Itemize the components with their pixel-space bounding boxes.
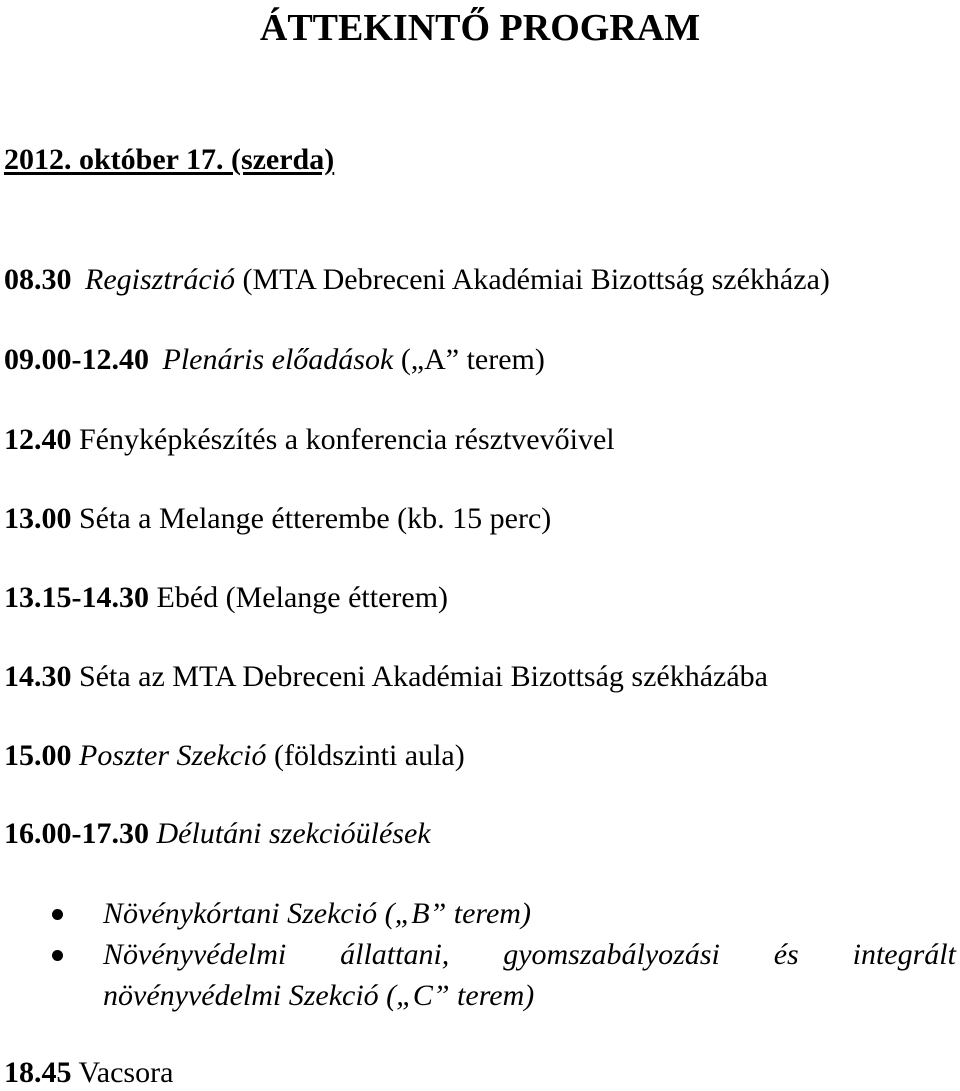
schedule-detail: Séta az MTA Debreceni Akadémiai Bizottság székházába: [71, 660, 768, 693]
program-date: 2012. október 17. (szerda): [4, 143, 335, 176]
schedule-item-walk-headquarters: [4, 659, 768, 695]
schedule-event: Délutáni szekcióülések: [149, 817, 431, 850]
schedule-item-poster: [4, 738, 465, 774]
schedule-time: 14.30: [4, 660, 72, 693]
schedule-detail: Vacsora: [71, 1056, 174, 1089]
list-word: Növényvédelmi: [103, 938, 287, 971]
schedule-item-photo: [4, 422, 615, 458]
document-title: ÁTTEKINTŐ PROGRAM: [259, 7, 701, 49]
schedule-item-plenary: [4, 342, 545, 378]
schedule-detail: („A” terem): [393, 343, 545, 376]
schedule-time: 13.00: [4, 502, 72, 535]
schedule-time: 16.00-17.30: [4, 817, 149, 850]
list-word: gyomszabályozási: [503, 938, 720, 971]
schedule-time: 12.40: [4, 423, 72, 456]
list-item-continuation: növényvédelmi Szekció („C” terem): [103, 979, 535, 1012]
list-item-justified-line: [103, 937, 956, 973]
schedule-item-registration: [4, 262, 830, 298]
list-item: Növénykórtani Szekció („B” terem): [103, 897, 531, 930]
schedule-event: Poszter Szekció: [71, 739, 267, 772]
bullet-icon: [52, 909, 63, 920]
list-word: és: [773, 938, 799, 971]
schedule-time: 13.15-14.30: [4, 581, 149, 614]
schedule-detail: (földszinti aula): [266, 739, 465, 772]
schedule-item-lunch: [4, 580, 448, 616]
schedule-detail: Fényképkészítés a konferencia résztvevőivel: [71, 423, 615, 456]
bullet-icon: [52, 950, 63, 961]
schedule-time: 08.30: [4, 263, 72, 296]
schedule-time: 18.45: [4, 1056, 72, 1089]
schedule-event: Regisztráció: [85, 263, 235, 296]
schedule-item-walk-restaurant: [4, 501, 551, 537]
schedule-detail: Ebéd (Melange étterem): [149, 581, 449, 614]
schedule-detail: (MTA Debreceni Akadémiai Bizottság székháza): [235, 263, 830, 296]
list-word: állattani,: [340, 938, 450, 971]
schedule-time: 15.00: [4, 739, 72, 772]
schedule-detail: Séta a Melange étterembe (kb. 15 perc): [71, 502, 552, 535]
schedule-event: Plenáris előadások: [162, 343, 394, 376]
schedule-time: 09.00-12.40: [4, 343, 149, 376]
schedule-item-afternoon-sessions: [4, 816, 431, 852]
list-word: integrált: [852, 938, 956, 971]
